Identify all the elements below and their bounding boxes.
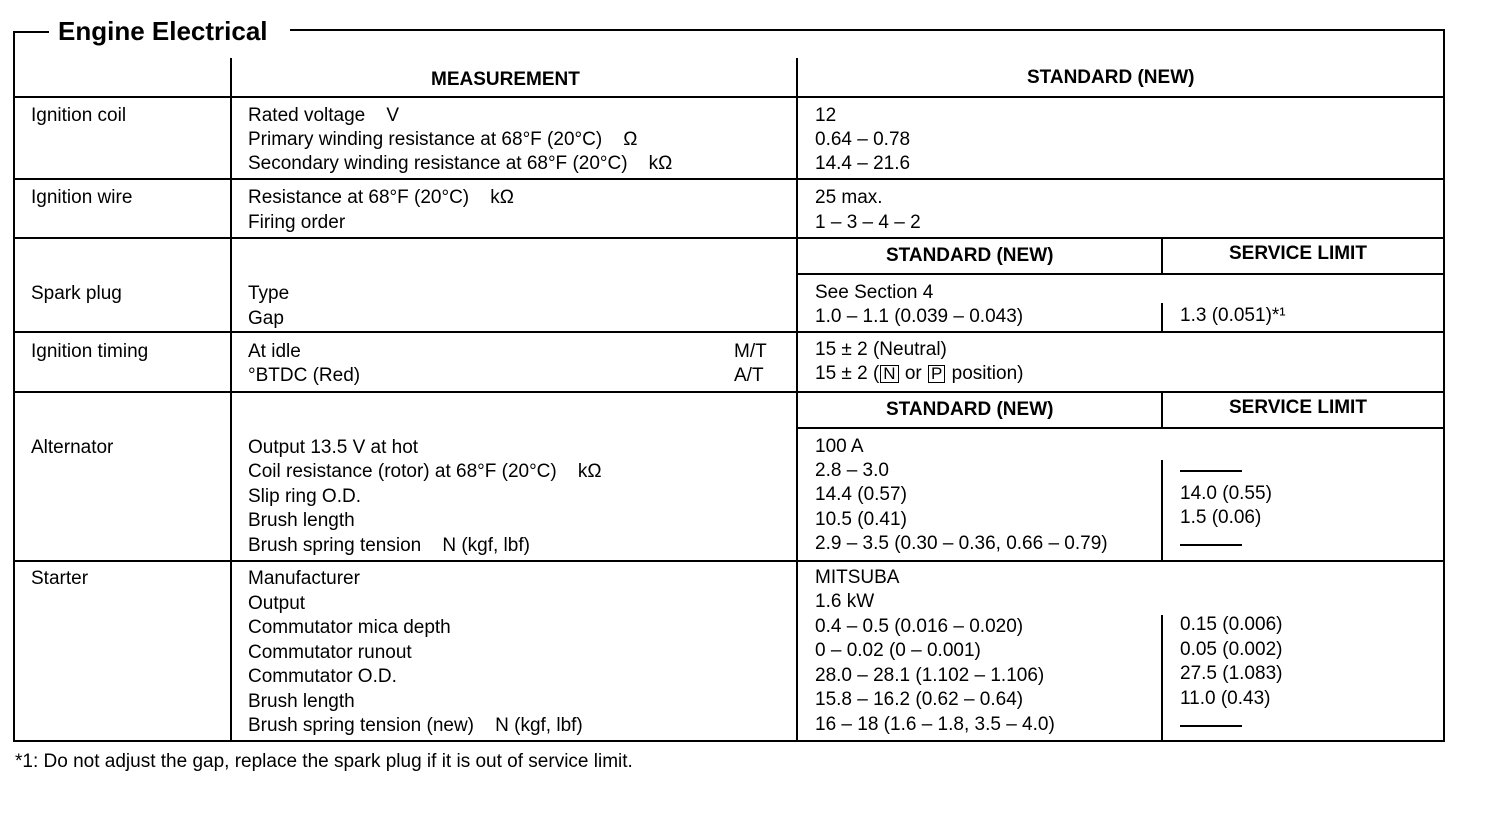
row-sep-alt-sub (796, 427, 1445, 429)
col-divider-2 (796, 58, 798, 741)
ignition-coil-s1: 12 (815, 105, 837, 126)
spark-plug-s2: 1.0 – 1.1 (0.039 – 0.043) (815, 306, 1024, 327)
spark-plug-s1: See Section 4 (815, 282, 934, 303)
alternator-label: Alternator (31, 437, 114, 458)
row-sep-timing (13, 391, 1445, 393)
timing-s2-pre: 15 ± 2 ( (815, 363, 880, 384)
ignition-coil-label: Ignition coil (31, 105, 127, 126)
ignition-wire-s2: 1 – 3 – 4 – 2 (815, 212, 921, 233)
limit-divider-starter (1161, 615, 1163, 741)
header-standard: STANDARD (NEW) (1027, 67, 1195, 88)
neutral-box: N (880, 365, 898, 383)
park-box: P (928, 365, 945, 383)
footnote: *1: Do not adjust the gap, replace the spark plug if it is out of service limit. (15, 751, 633, 772)
spark-plug-l2: 1.3 (0.051)*¹ (1180, 305, 1286, 326)
alternator-s5: 2.9 – 3.5 (0.30 – 0.36, 0.66 – 0.79) (815, 533, 1108, 554)
frame-right (1443, 29, 1445, 741)
spark-header-limit: SERVICE LIMIT (1229, 243, 1367, 264)
ignition-wire-m2: Firing order (248, 212, 346, 233)
header-measurement: MEASUREMENT (431, 69, 580, 90)
ignition-coil-m3: Secondary winding resistance at 68°F (20°C) kΩ (248, 153, 673, 174)
ignition-timing-m2: °BTDC (Red) (248, 365, 361, 386)
limit-divider-alt-hdr (1161, 391, 1163, 427)
ignition-wire-label: Ignition wire (31, 187, 133, 208)
starter-s1: MITSUBA (815, 567, 900, 588)
ignition-timing-at: A/T (734, 365, 764, 386)
starter-l6: 11.0 (0.43) (1180, 688, 1271, 709)
frame-top-right (290, 29, 1445, 31)
starter-s6: 15.8 – 16.2 (0.62 – 0.64) (815, 689, 1024, 710)
starter-s5: 28.0 – 28.1 (1.102 – 1.106) (815, 665, 1045, 686)
frame-bottom (13, 740, 1445, 742)
alternator-m3: Slip ring O.D. (248, 486, 361, 507)
alternator-m2: Coil resistance (rotor) at 68°F (20°C) kΩ (248, 461, 602, 482)
spark-plug-m2: Gap (248, 308, 284, 329)
ignition-timing-mt: M/T (734, 341, 767, 362)
spark-header-standard: STANDARD (NEW) (886, 245, 1054, 266)
ignition-coil-m1: Rated voltage V (248, 105, 400, 126)
spark-plug-label: Spark plug (31, 283, 122, 304)
row-sep-alt (13, 560, 1445, 562)
limit-divider-alt (1161, 460, 1163, 560)
alternator-m1: Output 13.5 V at hot (248, 437, 419, 458)
starter-m2: Output (248, 593, 306, 614)
starter-s2: 1.6 kW (815, 591, 875, 612)
alternator-m4: Brush length (248, 510, 355, 531)
starter-l5: 27.5 (1.083) (1180, 663, 1283, 684)
timing-s2-post: position) (946, 363, 1024, 384)
row-sep-spark-sub (796, 273, 1445, 275)
starter-s4: 0 – 0.02 (0 – 0.001) (815, 640, 981, 661)
frame-left (13, 31, 15, 742)
starter-l4: 0.05 (0.002) (1180, 639, 1283, 660)
ignition-coil-s2: 0.64 – 0.78 (815, 129, 911, 150)
alternator-s3: 14.4 (0.57) (815, 484, 907, 505)
row-sep-wire (13, 237, 1445, 239)
starter-l7-dash (1180, 725, 1242, 727)
starter-m3: Commutator mica depth (248, 617, 451, 638)
starter-m6: Brush length (248, 691, 355, 712)
alt-header-standard: STANDARD (NEW) (886, 399, 1054, 420)
alt-header-limit: SERVICE LIMIT (1229, 397, 1367, 418)
alternator-s2: 2.8 – 3.0 (815, 460, 889, 481)
alternator-l2-dash (1180, 470, 1242, 472)
frame-top-left (13, 31, 49, 33)
col-divider-1 (230, 58, 232, 741)
row-sep-coil (13, 178, 1445, 180)
row-sep-spark (13, 331, 1445, 333)
ignition-wire-s1: 25 max. (815, 187, 883, 208)
alternator-s1: 100 A (815, 436, 864, 457)
ignition-timing-s2 (815, 363, 1023, 385)
ignition-timing-label: Ignition timing (31, 341, 149, 362)
starter-m1: Manufacturer (248, 568, 360, 589)
timing-s2-mid: or (899, 363, 928, 384)
ignition-wire-m1: Resistance at 68°F (20°C) kΩ (248, 187, 514, 208)
alternator-l3: 14.0 (0.55) (1180, 483, 1272, 504)
ignition-timing-s1: 15 ± 2 (Neutral) (815, 339, 947, 360)
ignition-coil-s3: 14.4 – 21.6 (815, 153, 911, 174)
alternator-s4: 10.5 (0.41) (815, 509, 907, 530)
alternator-m5: Brush spring tension N (kgf, lbf) (248, 535, 530, 556)
starter-s3: 0.4 – 0.5 (0.016 – 0.020) (815, 616, 1024, 637)
section-title: Engine Electrical (55, 16, 271, 46)
spark-plug-m1: Type (248, 283, 290, 304)
row-sep-header (13, 96, 1445, 98)
ignition-timing-m1: At idle (248, 341, 301, 362)
starter-m4: Commutator runout (248, 642, 412, 663)
starter-m7: Brush spring tension (new) N (kgf, lbf) (248, 715, 583, 736)
alternator-l4: 1.5 (0.06) (1180, 507, 1262, 528)
starter-m5: Commutator O.D. (248, 666, 397, 687)
starter-l3: 0.15 (0.006) (1180, 614, 1283, 635)
starter-label: Starter (31, 568, 89, 589)
alternator-l5-dash (1180, 544, 1242, 546)
ignition-coil-m2: Primary winding resistance at 68°F (20°C) Ω (248, 129, 638, 150)
limit-divider-spark-hdr (1161, 237, 1163, 273)
starter-s7: 16 – 18 (1.6 – 1.8, 3.5 – 4.0) (815, 714, 1055, 735)
limit-divider-spark (1161, 303, 1163, 331)
